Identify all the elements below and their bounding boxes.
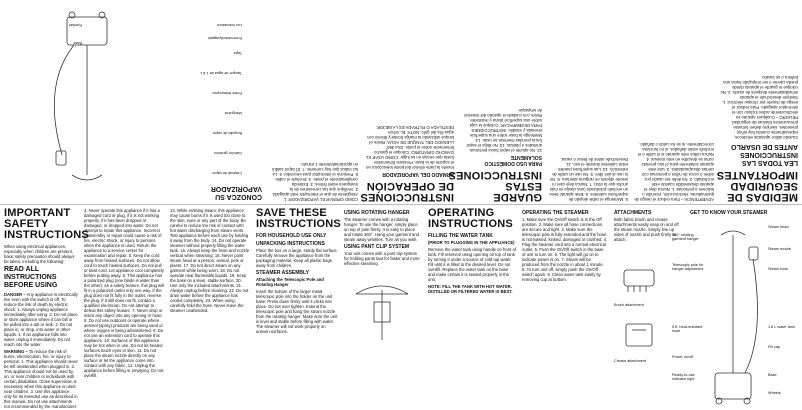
es-label-4: Poste telescópico: [212, 91, 242, 95]
label-power: Power on/off: [672, 355, 694, 359]
es-save-column: [448, 106, 542, 203]
safety-title: IMPORTANT SAFETY INSTRUCTIONS: [4, 207, 89, 241]
save-instructions-column: [256, 207, 341, 336]
brush-attachment-label: Brush attachment: [614, 303, 644, 307]
danger-heading: DANGER –: [4, 292, 26, 297]
hanger-column: [344, 208, 422, 343]
label-rotating-hanger: 360° rotating garment hanger: [672, 233, 699, 242]
es-operating-text: Inserte la parte inferior del poste telescópico en el soporte de la base. Presione firmemente hasta que encaje en su lugar. CÓMO USAR EL GANCHO GIRATORIO: Coloque el gancho firmemente sobre el poste. Gira 360°. LLENADO DEL TANQUE DE AGUA: Retire el tanque utilizando la manija frontal y llénelo con agua fría del grifo. NOTA: EL AGUA DESTILADA O FILTRADA ES LA MEJOR.: [366, 125, 454, 170]
es-operating-column: [360, 123, 454, 203]
label-steam-nozzle: Steam nozzle: [768, 247, 792, 251]
label-water-tank: 1.8 L water tank: [768, 325, 795, 329]
operate-steamer-text: 1. Make sure the On/Off switch is in the Off position. 2. Make sure all hose connections are secure and tight. 3. Make sure the telescopic pole is fully extended and the hose is not twisted, kinked, damaged or crushed. 4. Plug the steamer cord into a normal electrical outlet. 5. Push the On/Off switch in the base of unit to turn on. 6. The light will go on to indicate power is on. 7. Steam will be produced from the nozzle in about 1 minute. 8. To turn unit off, simply push the On/Off switch again. 9. Clean water tank easily by removing cup at bottom.: [522, 217, 608, 282]
attachments-text: Both fabric brush and crease attachments easily snap on and off the steam nozzle. Simply line up sides of nozzle and push firmly to attach.: [614, 217, 679, 242]
safety-intro: When using electrical appliances, especially when children are present, basic safety precaution should always be taken, including the following:: [4, 244, 75, 264]
safety-column-2: [84, 208, 164, 380]
es-operate-column: [270, 160, 358, 202]
es-label-0: Cabezal de vapor: [212, 171, 242, 175]
es-label-9: Base: [73, 41, 82, 45]
rotating-hanger-text: The steamer comes with a rotating hanger. To use the hanger, simply place on top of pole firmly. It is easy to place and rotate 360°. Hang your garment and steam away wrinkles. Turn as you wish.: [344, 217, 420, 242]
filling-tank-heading: FILLING THE WATER TANK: [428, 233, 493, 239]
unpacking-text: Place the box on a large, sturdy flat surface. Carefully remove the appliance from the packaging material. Keep all plastic bags away from children.: [256, 248, 338, 268]
es-save-title: GUARDE ESTAS INSTRUCCIONES: [448, 169, 542, 203]
steamer-illustration: [705, 223, 765, 408]
es-getknow-column: [182, 182, 262, 202]
label-steam-head: Steam head: [768, 225, 789, 229]
es-operating-title: INSTRUCCIONES DE OPERACIÓN: [360, 180, 454, 203]
hanger-illustration: [344, 272, 420, 342]
es-rules-column: [548, 155, 628, 202]
warning-text: To reduce the risk of burns, electrocution, fire, or injury to persons: 1. This appliance should never be left unattended when plugged in. 2. This appliance should not be used by, on, or near children or individuals with certain disabilities. Close supervision is necessary when this appliance is used near children. 3. Use this appliance only for its intended use as described in this manual. Do not use attachments not recommended by the manufacturer.: [4, 349, 78, 409]
es-label-7: Encendido/Apagado: [207, 36, 242, 40]
safety-column: [4, 207, 89, 410]
english-section: [0, 205, 802, 410]
es-label-3: Manguera: [224, 111, 242, 115]
es-safety-title: MEDIDAS DE SEGURIDAD IMPORTANTES: [716, 169, 798, 203]
operating-title: OPERATING INSTRUCTIONS: [428, 207, 513, 230]
es-steamer-illustration: [12, 10, 162, 195]
es-read-heading: LEA TODAS LAS INSTRUCCIONES ANTES DE USARLO: [731, 143, 798, 166]
safety-text-2: 4. Never operate this appliance if it has a damaged cord or plug, if it is not working properly, if it has been dropped or damaged, or dropped into water. Do not attempt to repair this appliance. Incorrect reassembly or repair could cause a risk of fire, electric shock, or injury to persons when the appliance is used. Return the appliance to a service center for examination and repair. 5. Keep the cord away from heated surfaces. Do not allow cord to touch heated surfaces. Do not pull or twist cord. Let appliance cool completely before putting away. 6. This appliance has a polarized plug (one blade is wider than the other). As a safety feature, this plug will fit in a polarized outlet only one way. If the plug does not fit fully in the outlet, reverse the plug. If it still does not fit, contact a qualified electrician. Do not attempt to defeat this safety feature. 7. Never drop or insert any object into any opening or hose. 8. Do not use outdoors or operate where aerosol (spray) products are being used or where oxygen is being administered. 9. Do not use an extension cord to operate this appliance. 10. Surfaces of this appliance may be hot when in use. Do not let heated surfaces touch eyes or skin. 11. Do not place the steam nozzle directly on any surface or let the appliance come into contact with any fabric. 12. Unplug the appliance before filling or emptying. Do not overfill.: [84, 208, 164, 378]
pant-clip-text: Your unit comes with a pant clip system for holding pants taut for faster and more effective steaming.: [344, 251, 420, 266]
es-save-text: 12. No apunte el vapor hacia personas, animales o plantas. 13. No dirija el vapor hacia prendas mientras se usan. 14. Mantenga la base sobre una superficie nivelada y estable. INSTRUCCIONES PARA DESEMPACAR: Coloque la caja sobre una superficie plana y resistente. Retire con cuidado el aparato del material de empaque.: [464, 108, 542, 153]
filling-tank-sub: (PRIOR TO PLUGGING IN THE APPLIANCE): [428, 240, 515, 245]
es-assembly-heading: ARMADO DEL VAPORIZADOR: [382, 171, 454, 177]
label-indicator: Ready-to-use indicator light: [672, 373, 695, 382]
crease-attachment-illustration: [614, 318, 674, 358]
es-label-2: Boquilla de vapor: [212, 131, 242, 135]
assembly-text: Insert the bottom of the larger metal telescopic pole into the holder on the unit base. Press down firmly until it clicks into place. Do not over tighten. Extend the telescopic pole and hang the steam nozzle from the rotating hanger. Make sure the unit is level and stable before filling with water. The steamer will not work properly on uneven surfaces.: [256, 289, 338, 334]
brush-attachment-illustration: [614, 262, 674, 302]
unpacking-heading: UNPACKING INSTRUCTIONS: [256, 241, 325, 247]
danger-text: Any appliance is electrically live even with the switch is off. To reduce the risk of death by electric shock: 1. Always unplug appliance immediately after using. 2. Do not place or store appliance where it can fall or be pulled into a tub or sink. 3. Do not place in, or drop, into water or other liquids. 4. If an appliance falls into water, unplug it immediately. Do not reach into the water.: [4, 292, 78, 347]
rotating-hanger-heading: USING ROTATING HANGER: [344, 210, 410, 216]
label-wheels: Wheels: [768, 391, 781, 395]
es-operate-text: CÓMO OPERAR EL VAPORIZADOR: 1. Asegúrese de que el interruptor esté apagado. 2. Verifique que las conexiones de la manguera estén firmes. 3. Extienda completamente el poste. 4. Enchufe el cable. 5. Presione el interruptor para encender. 6. La luz indica que hay corriente. 7. El vapor saldrá en aproximadamente 1 minuto.: [271, 162, 358, 202]
label-steam-hose: Steam hose: [768, 267, 789, 271]
es-label-8: Luz indicadora: [217, 23, 242, 27]
water-note: NOTE: FILL THE TANK WITH HOT WATER. DISTILLED OR FILTERED WATER IS BEST.: [428, 284, 513, 294]
pant-clip-heading: USING PANT CLIP SYSTEM: [344, 244, 410, 250]
operate-steamer-heading: OPERATING THE STEAMER: [522, 210, 589, 216]
assembly-heading: STEAMER ASSEMBLY: [256, 270, 309, 276]
es-label-10: Ruedas: [68, 23, 82, 27]
get-to-know-title: GET TO KNOW YOUR STEAMER: [690, 210, 768, 216]
es-warning-column: [634, 140, 714, 202]
es-rules-text: 5. Mantenga el cable alejado de superficies calientes. 6. Este aparato tiene un enchufe polarizado (una clavija es más ancha que la otra). 7. Nunca deje caer ni inserte objetos en ninguna abertura. 8. No lo use al aire libre. 9. No use un cable de extensión. 10. Las superficies pueden estar calientes durante el uso. 11. Desenchufe antes de llenar o vaciar.: [549, 157, 628, 202]
household-use-sub: FOR HOUSEHOLD USE ONLY: [256, 233, 327, 239]
operate-steamer-column: [522, 208, 608, 284]
label-base: Base: [768, 373, 777, 377]
label-heat-hose: 5 ft. heat-resistant hose: [672, 325, 703, 334]
assembly-sub: Attaching the Telescopic Pole and Rotating Hanger: [256, 277, 324, 287]
crease-attachment-label: Crease attachment: [614, 359, 647, 363]
es-safety-text: Cuando utilice aparatos eléctricos, especialmente cuando hay niños presentes, siempre deben tomarse precauciones básicas de seguridad. PELIGRO – Cualquier aparato es eléctricamente activo incluso con el interruptor apagado. Para reducir el riesgo de muerte por choque eléctrico: 1. Siempre desenchufe el aparato inmediatamente después de usarlo. 2. No coloque ni guarde el aparato donde pueda caerse o ser empujado hacia una bañera o un lavabo.: [720, 75, 798, 140]
warning-heading: WARNING –: [4, 349, 28, 354]
es-label-1: Gancho giratorio: [213, 151, 242, 155]
save-instructions-title: SAVE THESE INSTRUCTIONS: [256, 207, 341, 230]
es-getknow-title: CONOZCA SU VAPORIZADOR: [210, 185, 262, 200]
attachments-heading: ATTACHMENTS: [614, 210, 652, 216]
safety-text-3: 13. While emitting steam, this appliance may cause burns if it is used too close to the skin, eyes or any part of the body. Be careful to reduce the risk of contact with hot water discharging from steam vents. Test appliance before each use by holding it away from the body. 14. Do not operate steamer without properly filling the water tank. 15. Always keep the hose and nozzle vertical when steaming. 16. Never point steam head at a person, animal, pets or plants. 17. Do not direct steam on any garment while being worn. 18. Do not operate near flammable liquids. 19. Keep the base on a level, stable surface. 20. Use only the included attachments. 21. Always unplug before cleaning. 22. Do not drain water before the appliance has cooled completely. 23. When using, carefully hold the hose. Never leave the steamer unattended.: [170, 208, 250, 313]
read-instructions-heading: READ ALL INSTRUCTIONS BEFORE USING: [4, 266, 58, 289]
es-label-5: Tanque de agua de 1.8 L: [199, 71, 242, 75]
safety-column-3: [170, 208, 250, 315]
es-label-6: Tapa: [233, 51, 242, 55]
label-fill-cap: Fill cap: [768, 345, 781, 349]
es-warning-text: ADVERTENCIA – Para reducir el riesgo de quemaduras, electrocución, incendio o lesiones a personas: 1. Nunca deje el aparato desatendido cuando esté enchufado. 2. No debe ser usado por, sobre o cerca de niños o personas con ciertas discapacidades. 3. Use este aparato solamente para el uso previsto como se describe en este manual. 4. Nunca utilice este aparato si el cable o el enchufe están dañados, si no funciona correctamente, si se ha caído o dañado.: [634, 142, 714, 202]
es-safety-column: [716, 73, 798, 203]
get-to-know-column: [690, 208, 798, 217]
attachments-column: [614, 208, 684, 364]
filling-tank-text: Remove the water tank using handle on front of tank. Fill reservoir using opening on top of tank by turning it under a source of cold tap water. Fill until it is filled to the desired level. Do not overfill. Replace the water tank on the base and make certain it is seated properly in the unit.: [428, 247, 516, 282]
es-save-sub: PARA USO DOMÉSTICO SOLAMENTE: [484, 154, 542, 166]
label-telescopic-pole: Telescopic pole for hanger adjustment: [672, 263, 704, 272]
operating-column: [428, 208, 516, 296]
